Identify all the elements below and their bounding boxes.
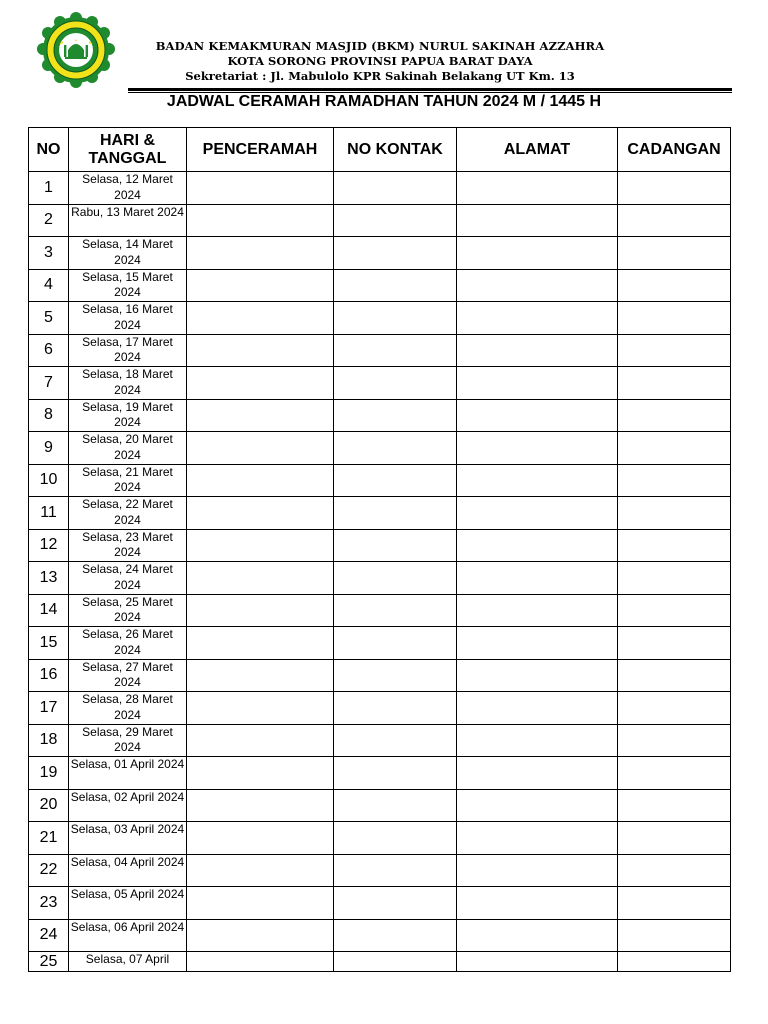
backup-cell[interactable] xyxy=(618,724,731,757)
row-date: Selasa, 03 April 2024 xyxy=(69,822,187,855)
address-cell[interactable] xyxy=(457,757,618,790)
address-cell[interactable] xyxy=(457,822,618,855)
backup-cell[interactable] xyxy=(618,822,731,855)
contact-cell[interactable] xyxy=(334,627,457,660)
address-cell[interactable] xyxy=(457,887,618,920)
row-number: 20 xyxy=(29,789,69,822)
address-cell[interactable] xyxy=(457,269,618,302)
backup-cell[interactable] xyxy=(618,757,731,790)
backup-cell[interactable] xyxy=(618,594,731,627)
mosque-logo-icon xyxy=(34,12,118,88)
row-number: 13 xyxy=(29,562,69,595)
row-date: Selasa, 15 Maret 2024 xyxy=(69,269,187,302)
backup-cell[interactable] xyxy=(618,887,731,920)
speaker-cell[interactable] xyxy=(187,952,334,972)
address-cell[interactable] xyxy=(457,172,618,205)
header-rule-thick xyxy=(128,88,732,91)
row-number: 8 xyxy=(29,399,69,432)
address-cell[interactable] xyxy=(457,302,618,335)
speaker-cell[interactable] xyxy=(187,529,334,562)
table-row xyxy=(29,724,731,757)
organization-header xyxy=(130,39,630,84)
row-date: Selasa, 07 April xyxy=(69,952,187,972)
contact-cell[interactable] xyxy=(334,562,457,595)
org-city: KOTA SORONG PROVINSI PAPUA BARAT DAYA xyxy=(227,54,533,68)
row-date: Selasa, 06 April 2024 xyxy=(69,919,187,952)
speaker-cell[interactable] xyxy=(187,432,334,465)
backup-cell[interactable] xyxy=(618,432,731,465)
row-number: 7 xyxy=(29,367,69,400)
table-row xyxy=(29,529,731,562)
backup-cell[interactable] xyxy=(618,172,731,205)
table-row xyxy=(29,627,731,660)
row-number: 4 xyxy=(29,269,69,302)
address-cell[interactable] xyxy=(457,334,618,367)
speaker-cell[interactable] xyxy=(187,789,334,822)
table-row xyxy=(29,237,731,270)
table-row xyxy=(29,334,731,367)
table-row xyxy=(29,172,731,205)
row-number: 22 xyxy=(29,854,69,887)
backup-cell[interactable] xyxy=(618,464,731,497)
row-date: Selasa, 29 Maret 2024 xyxy=(69,724,187,757)
backup-cell[interactable] xyxy=(618,919,731,952)
address-cell[interactable] xyxy=(457,659,618,692)
row-date: Rabu, 13 Maret 2024 xyxy=(69,204,187,237)
row-date: Selasa, 01 April 2024 xyxy=(69,757,187,790)
contact-cell[interactable] xyxy=(334,334,457,367)
row-number: 6 xyxy=(29,334,69,367)
speaker-cell[interactable] xyxy=(187,367,334,400)
speaker-cell[interactable] xyxy=(187,627,334,660)
speaker-cell[interactable] xyxy=(187,269,334,302)
contact-cell[interactable] xyxy=(334,497,457,530)
table-header-row xyxy=(29,128,731,172)
speaker-cell[interactable] xyxy=(187,659,334,692)
contact-cell[interactable] xyxy=(334,854,457,887)
contact-cell[interactable] xyxy=(334,659,457,692)
address-cell[interactable] xyxy=(457,952,618,972)
address-cell[interactable] xyxy=(457,789,618,822)
speaker-cell[interactable] xyxy=(187,172,334,205)
table-row xyxy=(29,919,731,952)
speaker-cell[interactable] xyxy=(187,854,334,887)
speaker-cell[interactable] xyxy=(187,237,334,270)
row-date: Selasa, 24 Maret 2024 xyxy=(69,562,187,595)
row-date: Selasa, 12 Maret 2024 xyxy=(69,172,187,205)
backup-cell[interactable] xyxy=(618,529,731,562)
address-cell[interactable] xyxy=(457,497,618,530)
row-date: Selasa, 28 Maret 2024 xyxy=(69,692,187,725)
address-cell[interactable] xyxy=(457,724,618,757)
table-row xyxy=(29,757,731,790)
row-number: 24 xyxy=(29,919,69,952)
row-number: 18 xyxy=(29,724,69,757)
speaker-cell[interactable] xyxy=(187,594,334,627)
address-cell[interactable] xyxy=(457,562,618,595)
contact-cell[interactable] xyxy=(334,692,457,725)
contact-cell[interactable] xyxy=(334,724,457,757)
speaker-cell[interactable] xyxy=(187,334,334,367)
row-number: 9 xyxy=(29,432,69,465)
table-row xyxy=(29,269,731,302)
backup-cell[interactable] xyxy=(618,367,731,400)
speaker-cell[interactable] xyxy=(187,204,334,237)
table-row xyxy=(29,659,731,692)
speaker-cell[interactable] xyxy=(187,464,334,497)
address-cell[interactable] xyxy=(457,464,618,497)
table-row xyxy=(29,399,731,432)
col-header-speaker: PENCERAMAH xyxy=(187,128,334,172)
contact-cell[interactable] xyxy=(334,789,457,822)
address-cell[interactable] xyxy=(457,919,618,952)
backup-cell[interactable] xyxy=(618,562,731,595)
table-row xyxy=(29,464,731,497)
contact-cell[interactable] xyxy=(334,172,457,205)
row-date: Selasa, 18 Maret 2024 xyxy=(69,367,187,400)
row-date: Selasa, 22 Maret 2024 xyxy=(69,497,187,530)
org-address: Sekretariat : Jl. Mabulolo KPR Sakinah Belakang UT Km. 13 xyxy=(185,69,575,83)
col-header-contact: NO KONTAK xyxy=(334,128,457,172)
row-date: Selasa, 14 Maret 2024 xyxy=(69,237,187,270)
speaker-cell[interactable] xyxy=(187,399,334,432)
speaker-cell[interactable] xyxy=(187,562,334,595)
row-number: 12 xyxy=(29,529,69,562)
backup-cell[interactable] xyxy=(618,237,731,270)
contact-cell[interactable] xyxy=(334,464,457,497)
backup-cell[interactable] xyxy=(618,269,731,302)
row-number: 2 xyxy=(29,204,69,237)
table-row xyxy=(29,367,731,400)
backup-cell[interactable] xyxy=(618,334,731,367)
backup-cell[interactable] xyxy=(618,204,731,237)
row-date: Selasa, 02 April 2024 xyxy=(69,789,187,822)
address-cell[interactable] xyxy=(457,204,618,237)
contact-cell[interactable] xyxy=(334,919,457,952)
table-row xyxy=(29,204,731,237)
contact-cell[interactable] xyxy=(334,594,457,627)
row-number: 5 xyxy=(29,302,69,335)
address-cell[interactable] xyxy=(457,237,618,270)
contact-cell[interactable] xyxy=(334,269,457,302)
address-cell[interactable] xyxy=(457,529,618,562)
row-date: Selasa, 26 Maret 2024 xyxy=(69,627,187,660)
speaker-cell[interactable] xyxy=(187,757,334,790)
speaker-cell[interactable] xyxy=(187,692,334,725)
backup-cell[interactable] xyxy=(618,627,731,660)
backup-cell[interactable] xyxy=(618,952,731,972)
contact-cell[interactable] xyxy=(334,399,457,432)
backup-cell[interactable] xyxy=(618,692,731,725)
address-cell[interactable] xyxy=(457,594,618,627)
table-row xyxy=(29,432,731,465)
contact-cell[interactable] xyxy=(334,204,457,237)
row-date: Selasa, 23 Maret 2024 xyxy=(69,529,187,562)
contact-cell[interactable] xyxy=(334,822,457,855)
row-date: Selasa, 17 Maret 2024 xyxy=(69,334,187,367)
address-cell[interactable] xyxy=(457,854,618,887)
speaker-cell[interactable] xyxy=(187,302,334,335)
table-row xyxy=(29,887,731,920)
row-number: 3 xyxy=(29,237,69,270)
row-date: Selasa, 16 Maret 2024 xyxy=(69,302,187,335)
row-number: 19 xyxy=(29,757,69,790)
table-row xyxy=(29,789,731,822)
table-row xyxy=(29,822,731,855)
contact-cell[interactable] xyxy=(334,367,457,400)
row-number: 15 xyxy=(29,627,69,660)
document-title: JADWAL CERAMAH RAMADHAN TAHUN 2024 M / 1445 H xyxy=(166,93,602,110)
table-row xyxy=(29,594,731,627)
row-date: Selasa, 21 Maret 2024 xyxy=(69,464,187,497)
table-row xyxy=(29,692,731,725)
table-row xyxy=(29,497,731,530)
address-cell[interactable] xyxy=(457,432,618,465)
backup-cell[interactable] xyxy=(618,399,731,432)
row-number: 23 xyxy=(29,887,69,920)
row-date: Selasa, 20 Maret 2024 xyxy=(69,432,187,465)
row-number: 25 xyxy=(29,952,69,972)
speaker-cell[interactable] xyxy=(187,724,334,757)
backup-cell[interactable] xyxy=(618,789,731,822)
col-header-backup: CADANGAN xyxy=(618,128,731,172)
backup-cell[interactable] xyxy=(618,854,731,887)
row-number: 1 xyxy=(29,172,69,205)
address-cell[interactable] xyxy=(457,367,618,400)
contact-cell[interactable] xyxy=(334,529,457,562)
speaker-cell[interactable] xyxy=(187,887,334,920)
backup-cell[interactable] xyxy=(618,497,731,530)
row-number: 14 xyxy=(29,594,69,627)
schedule-table xyxy=(28,127,731,972)
address-cell[interactable] xyxy=(457,627,618,660)
col-header-no: NO xyxy=(29,128,69,172)
backup-cell[interactable] xyxy=(618,659,731,692)
col-header-date: HARI & TANGGAL xyxy=(69,128,187,172)
row-number: 21 xyxy=(29,822,69,855)
contact-cell[interactable] xyxy=(334,432,457,465)
row-date: Selasa, 19 Maret 2024 xyxy=(69,399,187,432)
speaker-cell[interactable] xyxy=(187,919,334,952)
contact-cell[interactable] xyxy=(334,237,457,270)
table-row xyxy=(29,952,731,972)
contact-cell[interactable] xyxy=(334,757,457,790)
speaker-cell[interactable] xyxy=(187,822,334,855)
contact-cell[interactable] xyxy=(334,302,457,335)
contact-cell[interactable] xyxy=(334,887,457,920)
col-header-address: ALAMAT xyxy=(457,128,618,172)
row-date: Selasa, 04 April 2024 xyxy=(69,854,187,887)
address-cell[interactable] xyxy=(457,399,618,432)
table-row xyxy=(29,302,731,335)
row-date: Selasa, 25 Maret 2024 xyxy=(69,594,187,627)
address-cell[interactable] xyxy=(457,692,618,725)
row-number: 16 xyxy=(29,659,69,692)
row-number: 17 xyxy=(29,692,69,725)
table-row xyxy=(29,854,731,887)
row-number: 11 xyxy=(29,497,69,530)
contact-cell[interactable] xyxy=(334,952,457,972)
row-date: Selasa, 27 Maret 2024 xyxy=(69,659,187,692)
table-row xyxy=(29,562,731,595)
backup-cell[interactable] xyxy=(618,302,731,335)
row-number: 10 xyxy=(29,464,69,497)
row-date: Selasa, 05 April 2024 xyxy=(69,887,187,920)
org-name: BADAN KEMAKMURAN MASJID (BKM) NURUL SAKINAH AZZAHRA xyxy=(155,39,605,53)
speaker-cell[interactable] xyxy=(187,497,334,530)
